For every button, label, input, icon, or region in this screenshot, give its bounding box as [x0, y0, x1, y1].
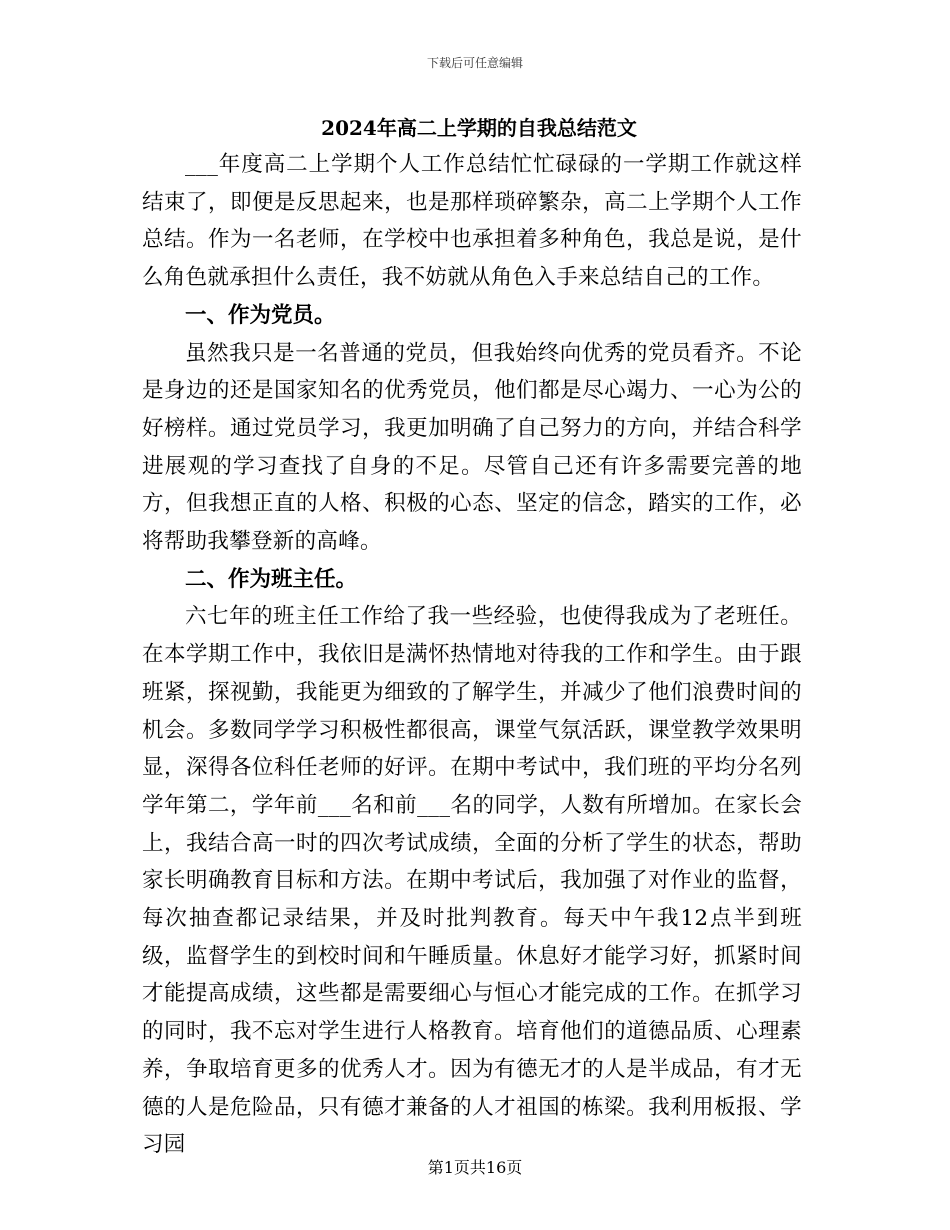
- intro-paragraph: ___年度高二上学期个人工作总结忙忙碌碌的一学期工作就这样结束了，即便是反思起来，也是那样琐碎繁杂，高二上学期个人工作总结。作为一名老师，在学校中也承担着多种角色，我总是说，是什么角色就承担什么责任，我不妨就从角色入手来总结自己的工作。: [142, 152, 802, 291]
- section-body-head-teacher: 六七年的班主任工作给了我一些经验，也使得我成为了老班任。在本学期工作中，我依旧是满怀热情地对待我的工作和学生。由于跟班紧，探视勤，我能更为细致的了解学生，并减少了他们浪费时间的机会。多数同学学习积极性都很高，课堂气氛活跃，课堂教学效果明显，深得各位科任老师的好评。在期中考试中，我们班的平均分名列学年第二，学年前___名和前___名的同学，人数有所增加。在家长会上，我结合高一时的四次考试成绩，全面的分析了学生的状态，帮助家长明确教育目标和方法。在期中考试后，我加强了对作业的监督，每次抽查都记录结果，并及时批判教育。每天中午我12点半到班级，监督学生的到校时间和午睡质量。休息好才能学习好，抓紧时间才能提高成绩，这些都是需要细心与恒心才能完成的工作。在抓学习的同时，我不忘对学生进行人格教育。培育他们的道德品质、心理素养，争取培育更多的优秀人才。因为有德无才的人是半成品，有才无德的人是危险品，只有德才兼备的人才祖国的栋梁。我利用板报、学习园: [142, 604, 802, 1158]
- header-note: 下载后可任意编辑: [426, 56, 523, 70]
- section-body-party-member: 虽然我只是一名普通的党员，但我始终向优秀的党员看齐。不论是身边的还是国家知名的优秀党员，他们都是尽心竭力、一心为公的好榜样。通过党员学习，我更加明确了自己努力的方向，并结合科学进展观的学习查找了自身的不足。尽管自己还有许多需要完善的地方，但我想正直的人格、积极的心态、坚定的信念，踏实的工作，必将帮助我攀登新的高峰。: [142, 340, 802, 555]
- document-body: [142, 112, 802, 1164]
- document-title: 2024年高二上学期的自我总结范文: [321, 116, 637, 140]
- section-heading-party-member: 一、作为党员。: [185, 302, 336, 328]
- page-indicator: 第1页共16页: [427, 1158, 523, 1177]
- section-heading-head-teacher: 二、作为班主任。: [185, 566, 358, 592]
